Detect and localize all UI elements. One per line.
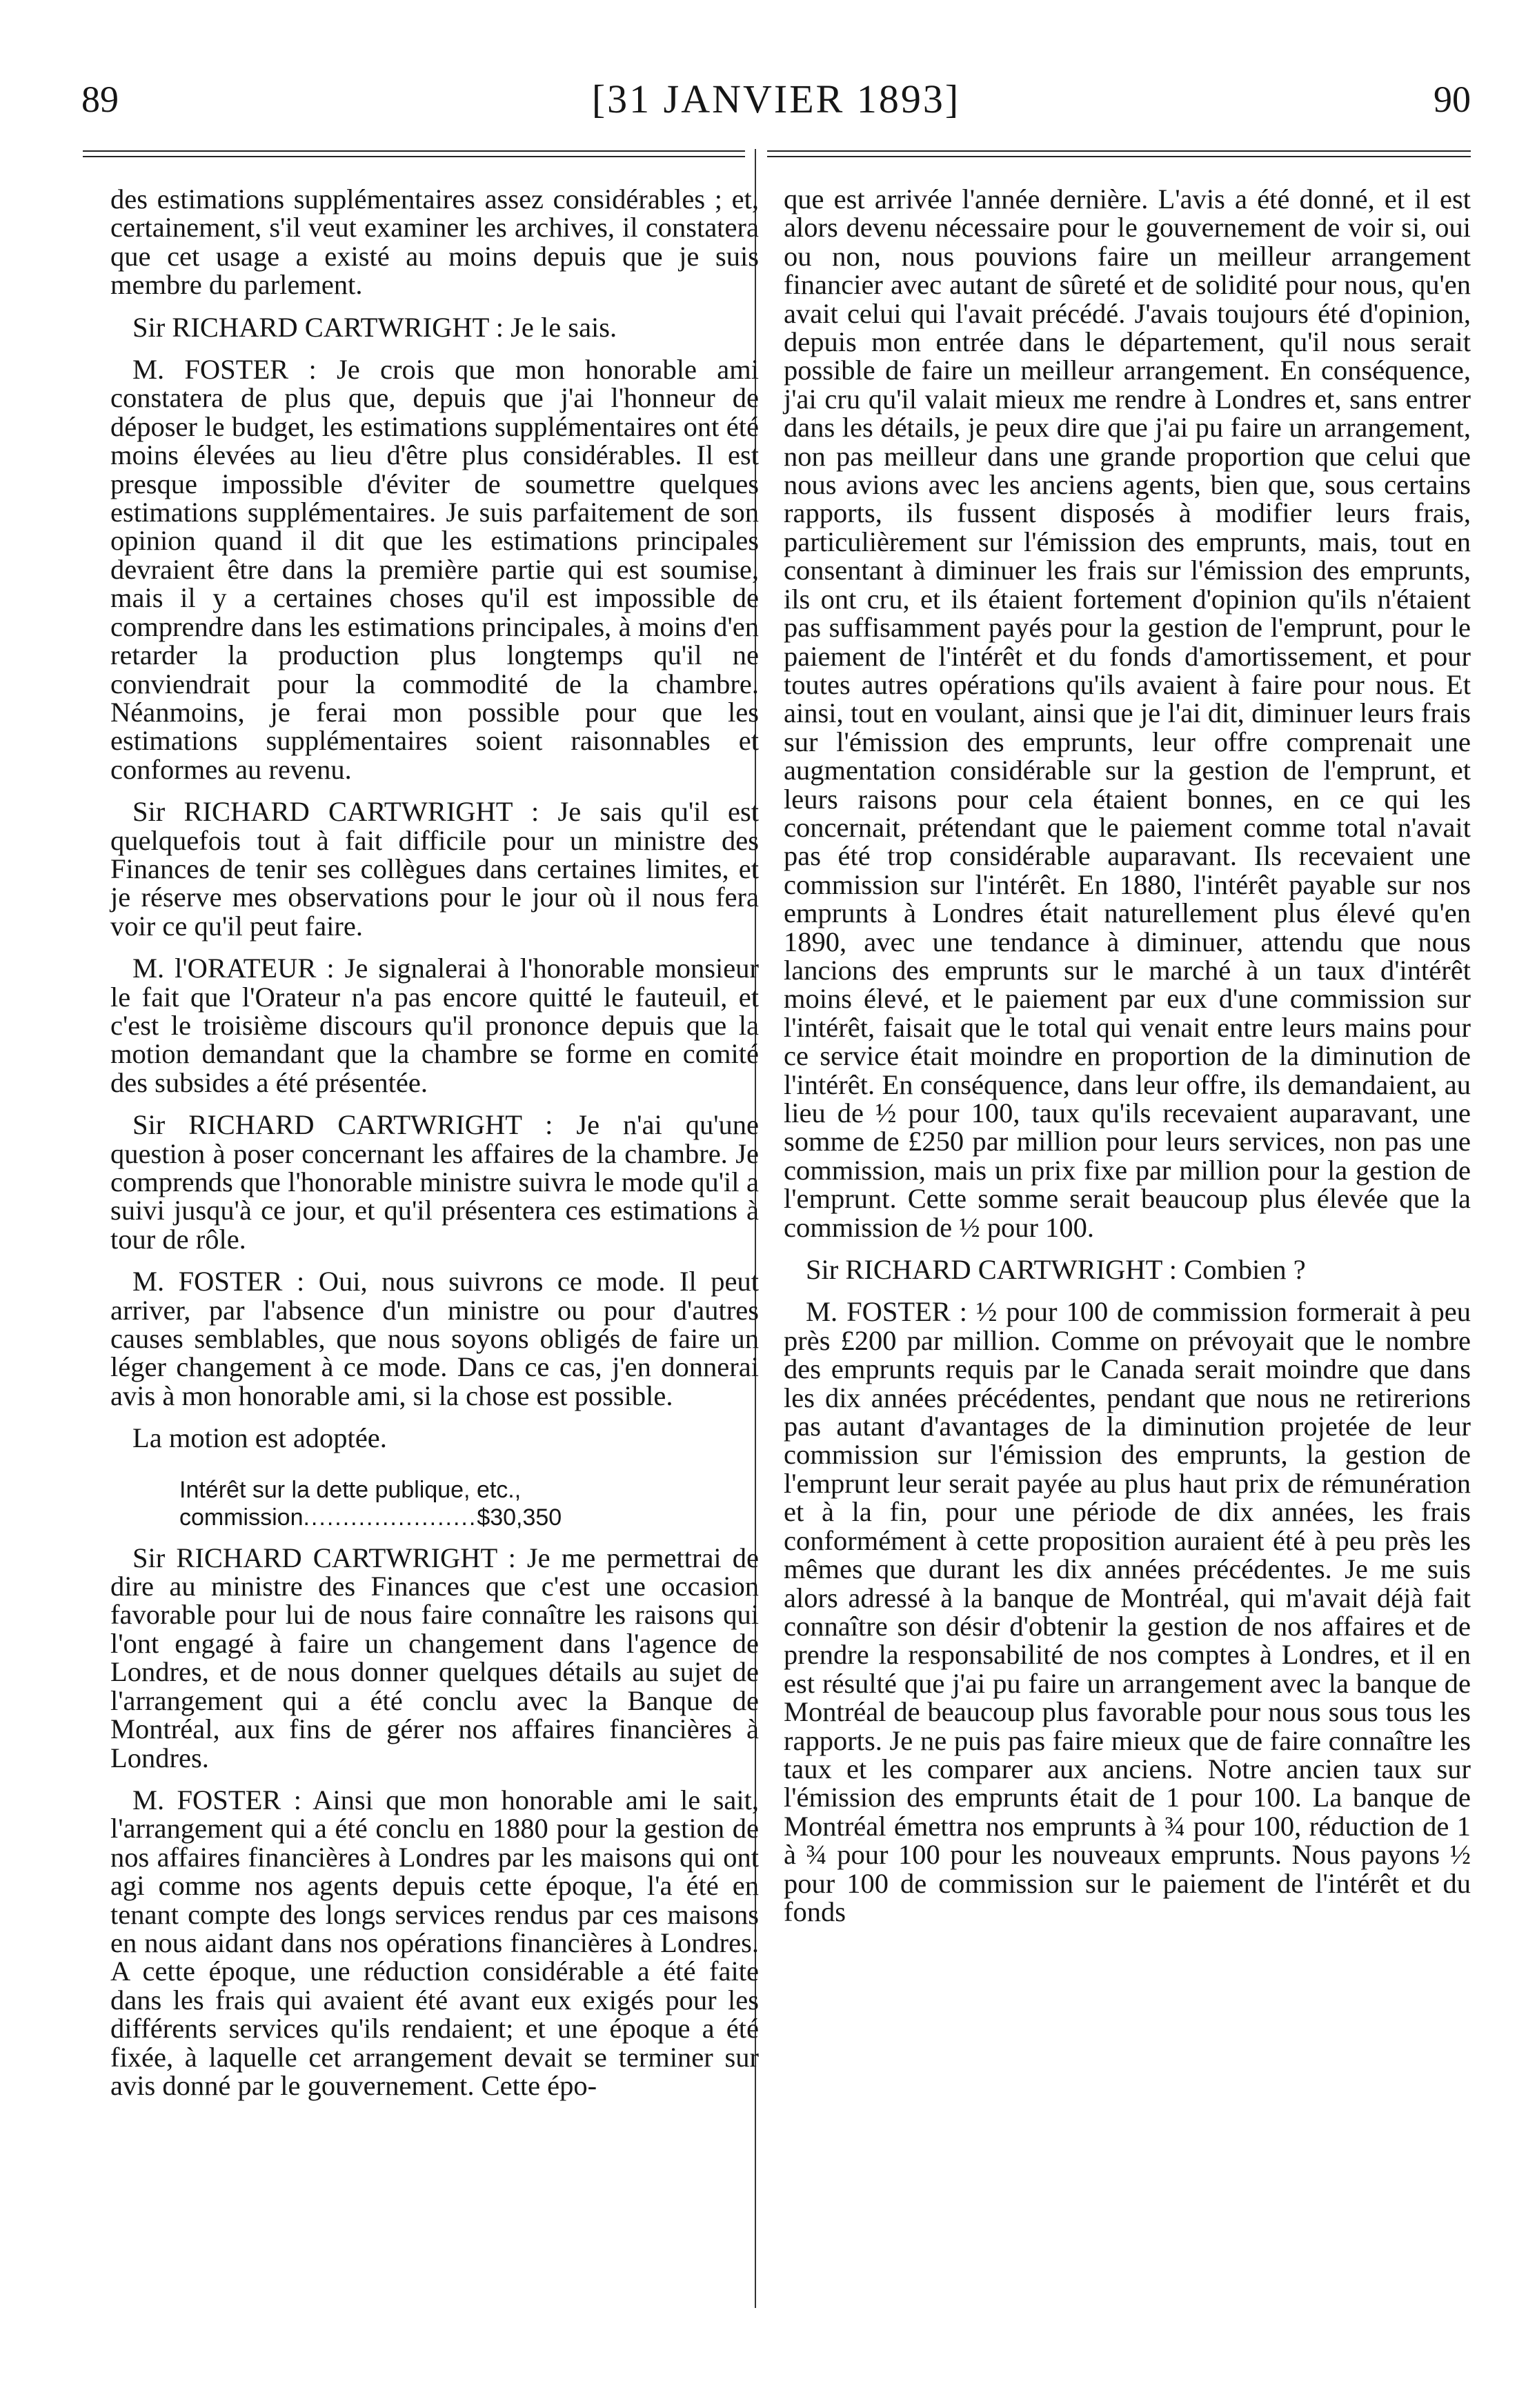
right-page-number: 90: [1434, 79, 1471, 120]
left-page-number: 89: [81, 79, 119, 120]
paragraph: Sir RICHARD CARTWRIGHT : Je le sais.: [132, 311, 617, 343]
paragraph: Sir RICHARD CARTWRIGHT : Je me permettrai de dire au ministre des Finances que c'est une occasion favorable pour lui de nous faire connaître les raisons qui l'ont engagé à faire un changement dans l'agence de Londres, et de nous donner quelques détails au sujet de l'arrangement qui a été conclu avec la Banque de Montréal, aux fins de gérer nos affaires financières à Londres.: [110, 1542, 759, 1773]
paragraph: Sir RICHARD CARTWRIGHT : Je sais qu'il est quelquefois tout à fait difficile pour un ministre des Finances de tenir ses collègues dans certaines limites, et je réserve mes observations pour le jour où il nous fera voir ce qu'il peut faire.: [110, 796, 759, 942]
page-header: [77, 72, 1475, 127]
paragraph: des estimations supplémentaires assez considérables ; et, certainement, s'il veut examiner les archives, il constatera que cet usage a existé au moins depuis que je suis membre du parlement.: [110, 183, 759, 301]
left-column: [110, 185, 759, 2100]
paragraph: M. FOSTER : Ainsi que mon honorable ami le sait, l'arrangement qui a été conclu en 1880 pour la gestion de nos affaires financières à Londres par les maisons qui ont agi comme nos agents depuis cette époque, l'a été en tenant compte des longs services rendus par ces maisons en nous aidant dans nos opérations financières à Londres. A cette époque, une réduction considérable a été faite dans les frais qui avaient été avant eux exigés pour les différents services qu'ils rendaient; et une époque a été fixée, à laquelle cet arrangement devait se terminer sur avis donné par le gouvernement. Cette épo-: [110, 1784, 759, 2101]
paragraph: M. l'ORATEUR : Je signalerai à l'honorable monsieur le fait que l'Orateur n'a pas encore quitté le fauteuil, et c'est le troisième discours qu'il prononce depuis que la motion demandant que la chambre se forme en comité des subsides a été présentée.: [110, 953, 759, 1098]
paragraph: M. FOSTER : Oui, nous suivrons ce mode. Il peut arriver, par l'absence d'un ministre ou pour d'autres causes semblables, que nous soyons obligés de faire un léger changement à ce mode. Dans ce cas, j'en donnerai avis à mon honorable ami, si la chose est possible.: [110, 1266, 759, 1411]
paragraph: M. FOSTER : ½ pour 100 de commission formerait à peu près £200 par million. Comme on prévoyait que le nombre des emprunts requis par le Canada serait moindre que dans les dix années précédentes, pendant que nous ne retirerions pas autant d'avantages de la diminution projetée de leur commission sur l'émission des emprunts, la gestion de l'emprunt leur serait payée au plus haut prix de rémunération et à la fin, pour une période de dix années, les frais conformément à cette proposition auraient été à peu près les mêmes que durant les dix années précédentes. Je me suis alors adressé à la banque de Montréal, qui m'avait déjà fait connaître son désir d'obtenir la gestion de nos affaires et de prendre la responsabilité de nos comptes à Londres, et il en est résulté que j'ai pu faire un arrangement avec la banque de Montréal de beaucoup plus favorable pour nous sous tous les rapports. Je ne puis pas faire mieux que de faire connaître les taux et les comparer aux anciens. Notre ancien taux sur l'émission des emprunts était de 1 pour 100. La banque de Montréal émettra nos emprunts à ¾ pour 100, réduction de 1 à ¾ pour 100 pour les nouveaux emprunts. Nous payons ½ pour 100 de commission sur le paiement de l'intérêt et du fonds: [784, 1296, 1471, 1927]
paragraph: La motion est adoptée.: [132, 1422, 387, 1454]
header-date: [31 JANVIER 1893]: [591, 77, 961, 121]
budget-item-label: commission: [179, 1504, 304, 1531]
paragraph: que est arrivée l'année dernière. L'avis a été donné, et il est alors devenu nécessaire pour le gouvernement de voir si, oui ou non, nous pouvions faire un meilleur arrangement financier avec autant de sûreté et de solidité pour nous, qu'en avait celui qui l'avait précédé. J'avais toujours été d'opinion, depuis mon entrée dans le département, qu'il nous serait possible de faire un meilleur arrangement. En conséquence, j'ai cru qu'il valait mieux me rendre à Londres et, sans entrer dans les détails, je peux dire que j'ai pu faire un arrangement, non pas meilleur dans une grande proportion que celui que nous avions avec les anciens agents, bien que, sous certains rapports, ils fussent disposés à modifier leurs frais, particulièrement sur l'émission des emprunts, mais, tout en consentant à diminuer les frais sur l'émission des emprunts, ils ont cru, et ils étaient fortement d'opinion qu'ils n'étaient pas suffisamment payés pour la gestion de l'emprunt, pour le paiement de l'intérêt et du fonds d'amortissement, et pour toutes autres opérations qu'ils avaient à faire pour nous. Et ainsi, tout en voulant, ainsi que je l'ai dit, diminuer leurs frais sur l'émission des emprunts, leur offre comprenait une augmentation considérable sur la gestion de l'emprunt, et leurs raisons pour cela étaient bonnes, en ce qui les concernait, prétendant que le paiement comme total n'avait pas été trop considérable auparavant. Ils recevaient une commission sur l'intérêt. En 1880, l'intérêt payable sur nos emprunts à Londres était naturellement plus élevé qu'en 1890, avec une tendance à diminuer, attendu que nous lancions des emprunts sur le marché à un taux d'intérêt moins élevé, et le paiement par eux d'une commission sur l'intérêt, faisait que le total qui venait entre leurs mains pour ce service était moindre en proportion de la diminution de l'intérêt. En conséquence, dans leur offre, ils demandaient, au lieu de ½ pour 100, taux qu'ils recevaient auparavant, une somme de £250 par million pour leurs services, non pas une commission, mais un prix fixe par million pour la gestion de l'emprunt. Cette somme serait beaucoup plus élevée que la commission de ½ pour 100.: [784, 183, 1471, 1243]
paragraph: M. FOSTER : Je crois que mon honorable ami constatera de plus que, depuis que j'ai l'honneur de déposer le budget, les estimations supplémentaires ont été moins élevées au lieu d'être plus considérables. Il est presque impossible d'éviter de soumettre quelques estimations supplémentaires. Je suis parfaitement de son opinion quand il dit que les estimations principales devraient être dans la première partie qui est soumise, mais il y a certaines choses qu'il est impossible de comprendre dans les estimations principales, à moins d'en retarder la production plus longtemps qu'il ne conviendrait pour la commodité de la chambre. Néanmoins, je ferai mon possible pour que les estimations supplémentaires soient raisonnables et conformes au revenu.: [110, 354, 759, 785]
paragraph: Sir RICHARD CARTWRIGHT : Combien ?: [806, 1254, 1306, 1286]
header-rule-left: [83, 150, 745, 157]
right-column: [784, 185, 1471, 1926]
leader-dots: ......................: [303, 1504, 477, 1531]
paragraph: Sir RICHARD CARTWRIGHT : Je n'ai qu'une question à poser concernant les affaires de la chambre. Je comprends que l'honorable ministre suivra le mode qu'il a suivi jusqu'à ce jour, et qu'il présentera ces estimations à tour de rôle.: [110, 1109, 759, 1255]
header-rule-right: [767, 150, 1471, 157]
budget-item-line: [179, 1504, 759, 1531]
budget-item-title: Intérêt sur la dette publique, etc.,: [179, 1476, 522, 1503]
budget-item: [179, 1476, 759, 1531]
budget-item-amount: $30,350: [477, 1504, 562, 1531]
